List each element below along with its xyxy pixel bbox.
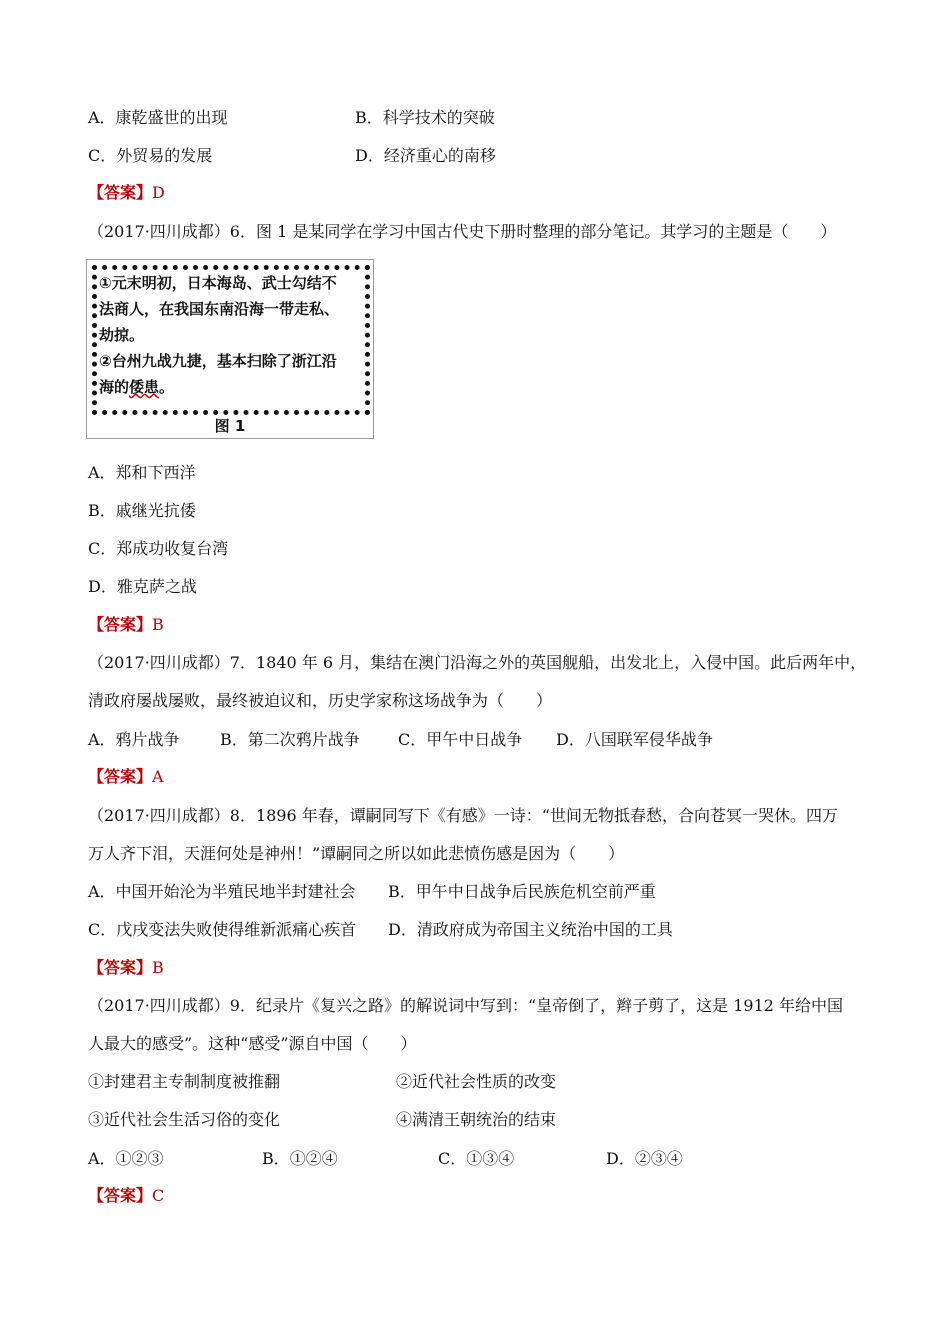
q9-option-c: C．①③④ [438,1149,515,1168]
q6-option-a: A．郑和下西洋 [88,463,196,482]
q6-stem: （2017·四川成都）6．图 1 是某同学在学习中国古代史下册时整理的部分笔记。其学习的主题是（ ） [88,222,837,241]
answer-label: 【答案】 [88,183,153,202]
q9-option-a: A．①②③ [88,1149,164,1168]
answer-label: 【答案】 [88,767,153,786]
figure-notes [99,270,351,400]
q9-option-d: D．②③④ [606,1149,683,1168]
q8-stem-line1: （2017·四川成都）8．1896 年春，谭嗣同写下《有感》一诗：“世间无物抵春愁，合向苍冥一哭休。四万 [88,806,838,825]
q7-option-c: C．甲午中日战争 [398,730,523,749]
q9-item-1: ①封建君主专制制度被推翻 [88,1072,281,1091]
q9-item-3: ③近代社会生活习俗的变化 [88,1110,281,1129]
q6-option-b: B．戚继光抗倭 [88,501,196,520]
answer-value: A [152,767,164,786]
q6-option-d: D．雅克萨之战 [88,577,197,596]
q7-option-d: D．八国联军侵华战争 [556,730,713,749]
q6-figure [86,259,374,439]
q7-stem-line1: （2017·四川成都）7．1840 年 6 月，集结在澳门沿海之外的英国舰船，出发北上，入侵中国。此后两年中， [88,653,867,672]
answer-value: C [152,1186,165,1205]
figure-note-1: ①元末明初，日本海岛、武士勾结不法商人，在我国东南沿海一带走私、劫掠。 [99,274,340,344]
figure-note-2-text: ②台州九战九捷，基本扫除了浙江沿海的 [99,352,337,396]
q8-option-c: C．戊戌变法失败使得维新派痛心疾首 [88,920,357,939]
q5-answer [88,182,165,204]
q5-option-d: D．经济重心的南移 [355,146,496,165]
figure-note-2-end: 。 [159,378,175,396]
figure-caption: 图 1 [214,417,246,435]
q5-option-b: B．科学技术的突破 [355,108,495,127]
q9-stem-line2: 人最大的感受”。这种“感受”源自中国（ ） [88,1034,417,1053]
q9-option-b: B．①②④ [262,1149,338,1168]
answer-label: 【答案】 [88,615,153,634]
q7-answer [88,766,164,788]
answer-label: 【答案】 [88,958,153,977]
q7-stem-line2: 清政府屡战屡败，最终被迫议和，历史学家称这场战争为（ ） [88,691,553,710]
q7-option-a: A．鸦片战争 [88,730,180,749]
figure-note-2-underlined: 倭患 [129,378,160,396]
q8-answer [88,957,164,979]
q7-option-b: B．第二次鸦片战争 [220,730,360,749]
answer-label: 【答案】 [88,1186,153,1205]
q8-option-a: A．中国开始沦为半殖民地半封建社会 [88,882,356,901]
q5-option-c: C．外贸易的发展 [88,146,213,165]
q5-option-a: A．康乾盛世的出现 [88,108,228,127]
q9-answer [88,1185,164,1207]
q9-item-2: ②近代社会性质的改变 [396,1072,557,1091]
q8-option-b: B．甲午中日战争后民族危机空前严重 [388,882,656,901]
answer-value: B [152,958,164,977]
q9-item-4: ④满清王朝统治的结束 [396,1110,557,1129]
answer-value: B [152,615,164,634]
q6-answer [88,614,164,636]
q6-option-c: C．郑成功收复台湾 [88,539,229,558]
q9-stem-line1: （2017·四川成都）9．纪录片《复兴之路》的解说词中写到：“皇帝倒了，辫子剪了，这是 1912 年给中国 [88,996,844,1015]
figure-note-2 [99,348,351,400]
answer-value: D [152,183,165,202]
q8-stem-line2: 万人齐下泪，天涯何处是神州！”谭嗣同之所以如此悲愤伤感是因为（ ） [88,844,625,863]
q8-option-d: D．清政府成为帝国主义统治中国的工具 [388,920,673,939]
